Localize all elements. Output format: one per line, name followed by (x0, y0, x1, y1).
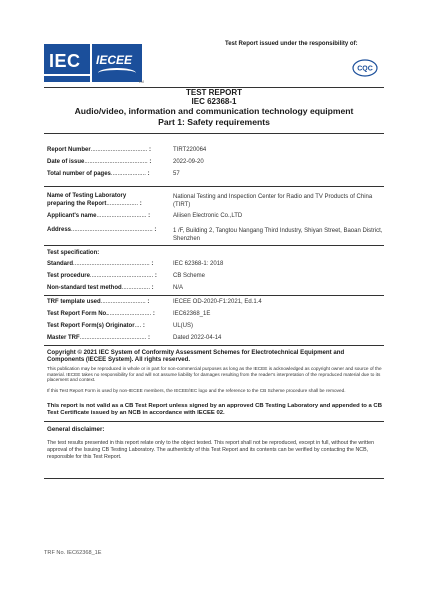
field-label-total-pages: Total number of pages..................... : (47, 171, 150, 177)
field-value-form-originator: UL(US) (173, 323, 194, 329)
iec-logo (44, 44, 90, 82)
general-disclaimer-text: The test results presented in this report relate only to the object tested. This report shall not be reproduced, except in full, without the written approval of the Issuing CB Testing Laboratory. The authenticity of this Test Report and its contents can be verified by contacting the NCB, responsible for this Test Report. (47, 440, 375, 460)
validity-notice: This report is not valid as a CB Test Report unless signed by an approved CB Testing Laboratory and appended to a CB Test Certificate issued by an NCB in accordance with IECEE 02. (47, 403, 382, 417)
report-part: Part 1: Safety requirements (158, 117, 270, 127)
responsibility-text: Test Report issued under the responsibility of: (225, 41, 358, 47)
general-disclaimer-title: General disclaimer: (47, 426, 105, 433)
field-value-master-trf: Dated 2022-04-14 (173, 335, 222, 341)
non-iecee-notice: If this Test Report Form is used by non-IECEE members, the IECEE/IEC logo and the reference to the CB Scheme procedure shall be removed. (47, 388, 346, 393)
field-label-form-originator: Test Report Form(s) Originator.... : (47, 323, 145, 329)
field-label-report-number: Report Number.................................. : (47, 147, 152, 153)
field-value-non-standard-method: N/A (173, 285, 184, 291)
title-divider (44, 133, 384, 134)
field-value-standard: IEC 62368-1: 2018 (173, 261, 224, 267)
field-label-date-of-issue: Date of issue...................................... : (47, 159, 152, 165)
field-label-address: Address................................................. : (47, 227, 157, 233)
field-value-date-of-issue: 2022-09-20 (173, 159, 204, 165)
iecee-logo-text: IECEE (96, 53, 133, 67)
field-value-testing-lab: National Testing and Inspection Center for Radio and TV Products of China (TIRT) (173, 194, 373, 208)
section-divider (44, 245, 384, 246)
field-label-applicant: Applicant's name.............................. : (47, 213, 151, 219)
field-value-test-procedure: CB Scheme (173, 273, 206, 279)
field-value-trf-template: IECEE OD-2020-F1:2021, Ed.1.4 (173, 299, 262, 305)
section-divider (44, 478, 384, 479)
field-label-testing-lab: Name of Testing Laboratory (47, 193, 127, 199)
field-label-testing-lab-line2: preparing the Report................... : (47, 201, 142, 207)
report-title: TEST REPORT (185, 88, 242, 97)
field-value-report-number: TIRT220064 (173, 147, 207, 153)
cqc-logo-icon (352, 59, 378, 77)
iec-logo-text: IEC (49, 51, 81, 71)
section-divider (44, 186, 384, 187)
section-divider (44, 295, 384, 296)
iecee-logo (92, 44, 142, 82)
copyright-notice: Copyright © 2021 IEC System of Conformity Assessment Schemes for Electrotechnical Equipment and Components (IECEE System). All rights reserved. (47, 349, 345, 364)
field-value-address: 1 /F, Building 2, Tangtou Nangang Third Industry, Shiyan Street, Baoan District, Shenzhen (173, 228, 383, 242)
field-label-standard: Standard.............................................. : (47, 261, 154, 267)
cqc-logo-text: CQC (357, 65, 373, 73)
section-divider (44, 421, 384, 422)
field-value-test-report-form: IEC62368_1E (173, 311, 211, 317)
field-value-applicant: Aliisen Electronic Co.,LTD (173, 213, 243, 219)
field-label-trf-template: TRF template used........................... : (47, 299, 150, 305)
field-label-test-procedure: Test procedure...................................... : (47, 273, 157, 279)
field-label-master-trf: Master TRF........................................ : (47, 335, 151, 341)
field-label-non-standard-method: Non-standard test method................. : (47, 285, 154, 291)
field-value-total-pages: 57 (173, 171, 180, 177)
test-specification-heading: Test specification: (47, 250, 100, 256)
section-divider (44, 345, 384, 346)
iec-logo-bar (44, 74, 90, 76)
trademark-mark: TM (138, 79, 144, 84)
report-standard: IEC 62368-1 (191, 97, 237, 106)
trf-footer: TRF No. IEC62368_1E (44, 550, 102, 556)
reproduction-notice: This publication may be reproduced in whole or in part for non-commercial purposes as long as the IECEE is acknowledged as copyright owner and source of the material. IECEE takes no responsibility for and will not assume liability for damages resulting from the reader's interpretation of the reproduced material due to its placement and context. (47, 366, 382, 383)
iecee-logo-swoosh (98, 68, 136, 78)
report-subject: Audio/video, information and communication technology equipment (74, 106, 354, 116)
field-label-test-report-form: Test Report Form No........................... : (47, 311, 155, 317)
